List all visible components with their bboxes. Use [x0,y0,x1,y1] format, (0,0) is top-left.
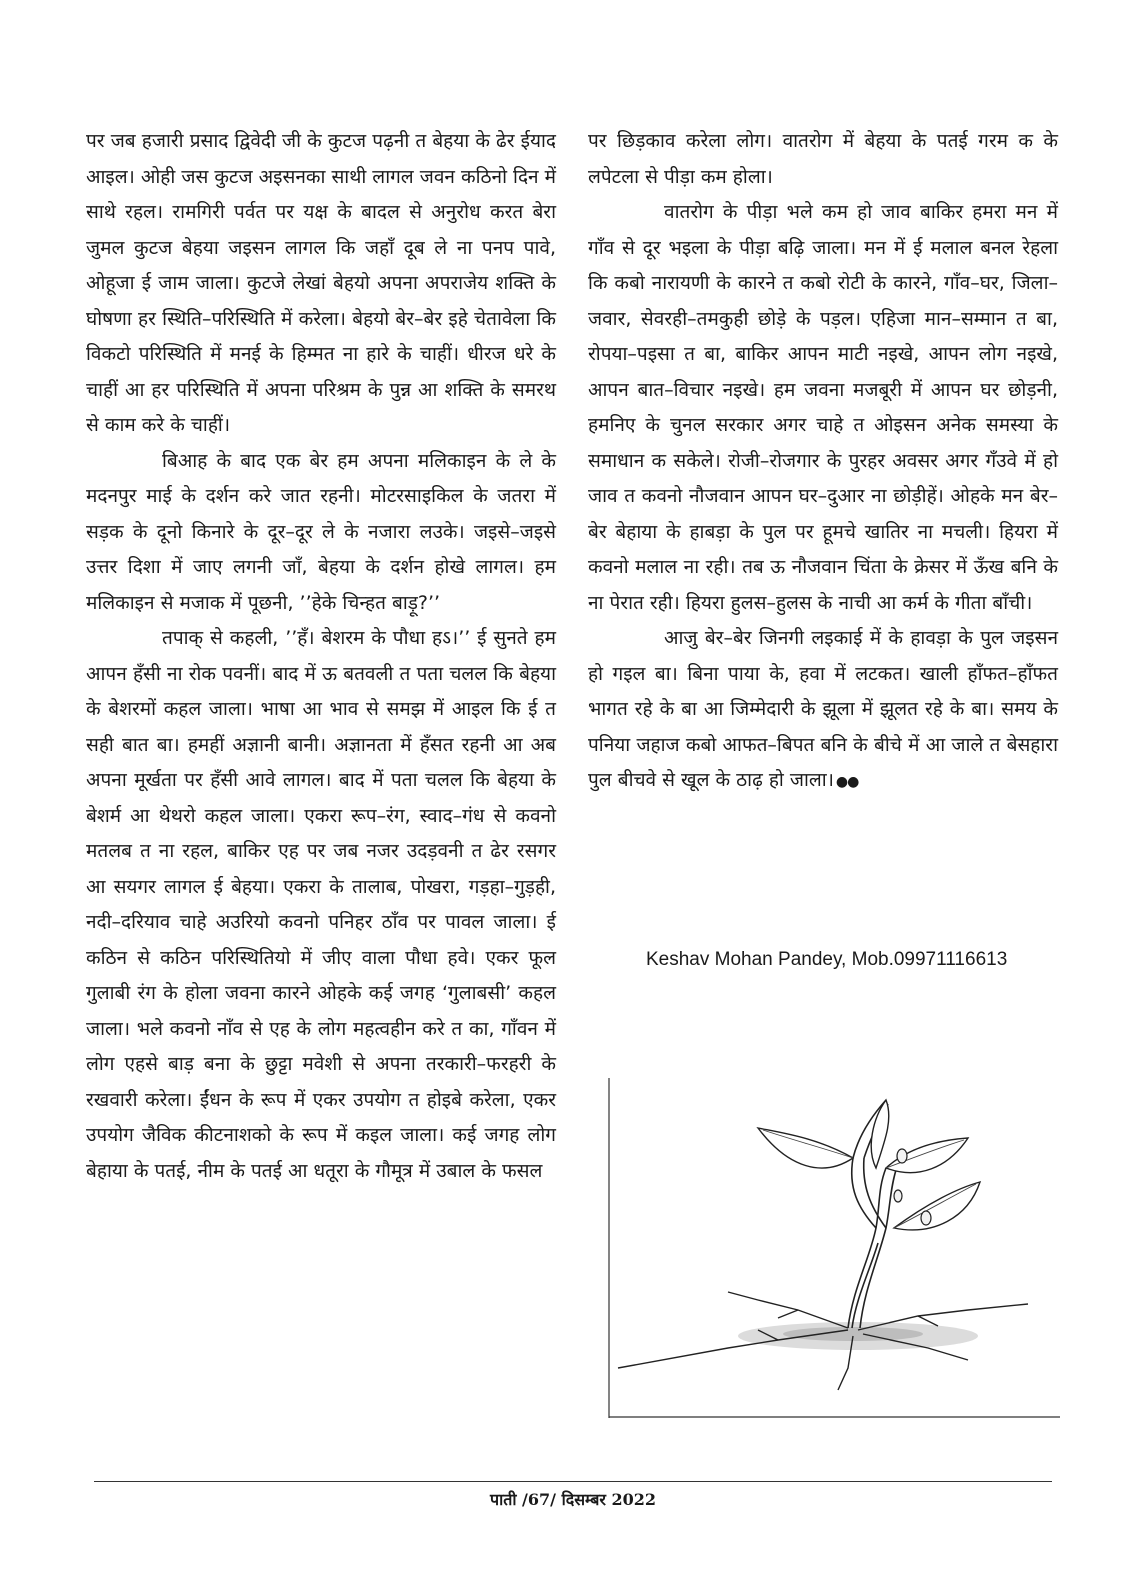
page-footer: पाती /67/ दिसम्बर 2022 [489,1490,657,1509]
right-paragraph-3 [588,621,1058,801]
right-column [588,124,1058,801]
footer-divider [94,1481,1052,1482]
author-credit: Keshav Mohan Pandey, Mob.09971116613 [646,949,1008,970]
left-paragraph-2: बिआह के बाद एक बेर हम अपना मलिकाइन के ले के मदनपुर माई के दर्शन करे जात रहनी। मोटरसाइकिल के जतरा में सड़क के दूनो किनारे के दूर–दूर ले के नजारा लउके। जइसे–जइसे उत्तर दिशा में जाए लगनी जाँ, बेहया के दर्शन होखे लागल। हम मलिकाइन से मजाक में पूछनी, ’’हेके चिन्हत बाड़ू?’’ [86,449,556,614]
right-paragraph-2: वातरोग के पीड़ा भले कम हो जाव बाकिर हमरा मन में गाँव से दूर भइला के पीड़ा बढ़ि जाला। मन में ई मलाल बनल रेहला कि कबो नारायणी के कारने त कबो रोटी के कारने, गाँव–घर, जिला–जवार, सेवरही–तमकुही छोड़े के पड़ल। एहिजा मान–सम्मान त बा, रोपया–पइसा त बा, बाकिर आपन माटी नइखे, आपन लोग नइखे, आपन बात–विचार नइखे। हम जवना मजबूरी में आपन घर छोड़नी, हमनिए के चुनल सरकार अगर चाहे त ओइसन अनेक समस्या के समाधान क सकेले। रोजी–रोजगार के पुरहर अवसर अगर गँउवे में हो जाव त कवनो नौजवान आपन घर–दुआर ना छोड़ीहें। ओहके मन बेर–बेर बेहाया के हाबड़ा के पुल पर हूमचे खातिर ना मचली। हियरा में कवनो मलाल ना रही। तब ऊ नौजवान चिंता के क्रेसर में ऊँख बनि के ना पेरात रही। हियरा हुलस–हुलस के नाची आ कर्म के गीता बाँची। [588,201,1058,614]
left-paragraph-3: तपाक् से कहली, ’’हँ। बेशरम के पौधा हऽ।’’ ई सुनते हम आपन हँसी ना रोक पवनीं। बाद में ऊ बतवली त पता चलल कि बेहया के बेशरमों कहल जाला। भाषा आ भाव से समझ में आइल कि ई त सही बात बा। हमहीं अज्ञानी बानी। अज्ञानता में हँसत रहनी आ अब अपना मूर्खता पर हँसी आवे लागल। बाद में पता चलल कि बेहया के बेशर्म आ थेथरो कहल जाला। एकरा रूप–रंग, स्वाद–गंध से कवनो मतलब त ना रहल, बाकिर एह पर जब नजर उदड़वनी त ढेर रसगर आ सयगर लागल ई बेहया। एकरा के तालाब, पोखरा, गड़हा–गुड़ही, नदी–दरियाव चाहे अउरियो कवनो पनिहर ठाँव पर पावल जाला। ई कठिन से कठिन परिस्थितियो में जीए वाला पौधा हवे। एकर फूल गुलाबी रंग के होला जवना कारने ओहके कई जगह ‘गुलाबसी’ कहल जाला। भले कवनो नाँव से एह के लोग महत्वहीन करे त का, गाँवन में लोग एहसे बाड़ बना के छुट्टा मवेशी से अपना तरकारी–फरहरी के रखवारी करेला। ईंधन के रूप में एकर उपयोग त होइबे करेला, एकर उपयोग जैविक कीटनाशको के रूप में कइल जाला। कई जगह लोग बेहाया के पतई, नीम के पतई आ धतूरा के गौमूत्र में उबाल के फसल [86,627,556,1182]
left-paragraph-1: पर जब हजारी प्रसाद द्विवेदी जी के कुटज पढ़नी त बेहया के ढेर ईयाद आइल। ओही जस कुटज अइसनका साथी लागल जवन कठिनो दिन में साथे रहल। रामगिरी पर्वत पर यक्ष के बादल से अनुरोध करत बेरा जुमल कुटज बेहया जइसन लागल कि जहाँ दूब ले ना पनप पावे, ओहूजा ई जाम जाला। कुटजे लेखां बेहयो अपना अपराजेय शक्ति के घोषणा हर स्थिति–परिस्थिति में करेला। बेहयो बेर–बेर इहे चेतावेला कि विकटो परिस्थिति में मनई के हिम्मत ना हारे के चाहीं। धीरज धरे के चाहीं आ हर परिस्थिति में अपना परिश्रम के पुन्न आ शक्ति के समरथ से काम करे के चाहीं। [86,130,556,436]
end-mark: ●● [835,774,859,790]
right-paragraph-1: पर छिड़काव करेला लोग। वातरोग में बेहया के पतई गरम क के लपेटला से पीड़ा कम होला। [588,130,1058,188]
left-column [86,124,556,1189]
plant-sprout-icon [608,1078,1060,1418]
right-paragraph-3-text: आजु बेर–बेर जिनगी लइकाई में के हावड़ा के पुल जइसन हो गइल बा। बिना पाया के, हवा में लटकत। खाली हाँफत–हाँफत भागत रहे के बा आ जिम्मेदारी के झूला में झूलत रहे के बा। समय के पनिया जहाज कबो आफत–बिपत बनि के बीचे में आ जाले त बेसहारा पुल बीचवे से खूल के ठाढ़ हो जाला। [588,627,1058,791]
